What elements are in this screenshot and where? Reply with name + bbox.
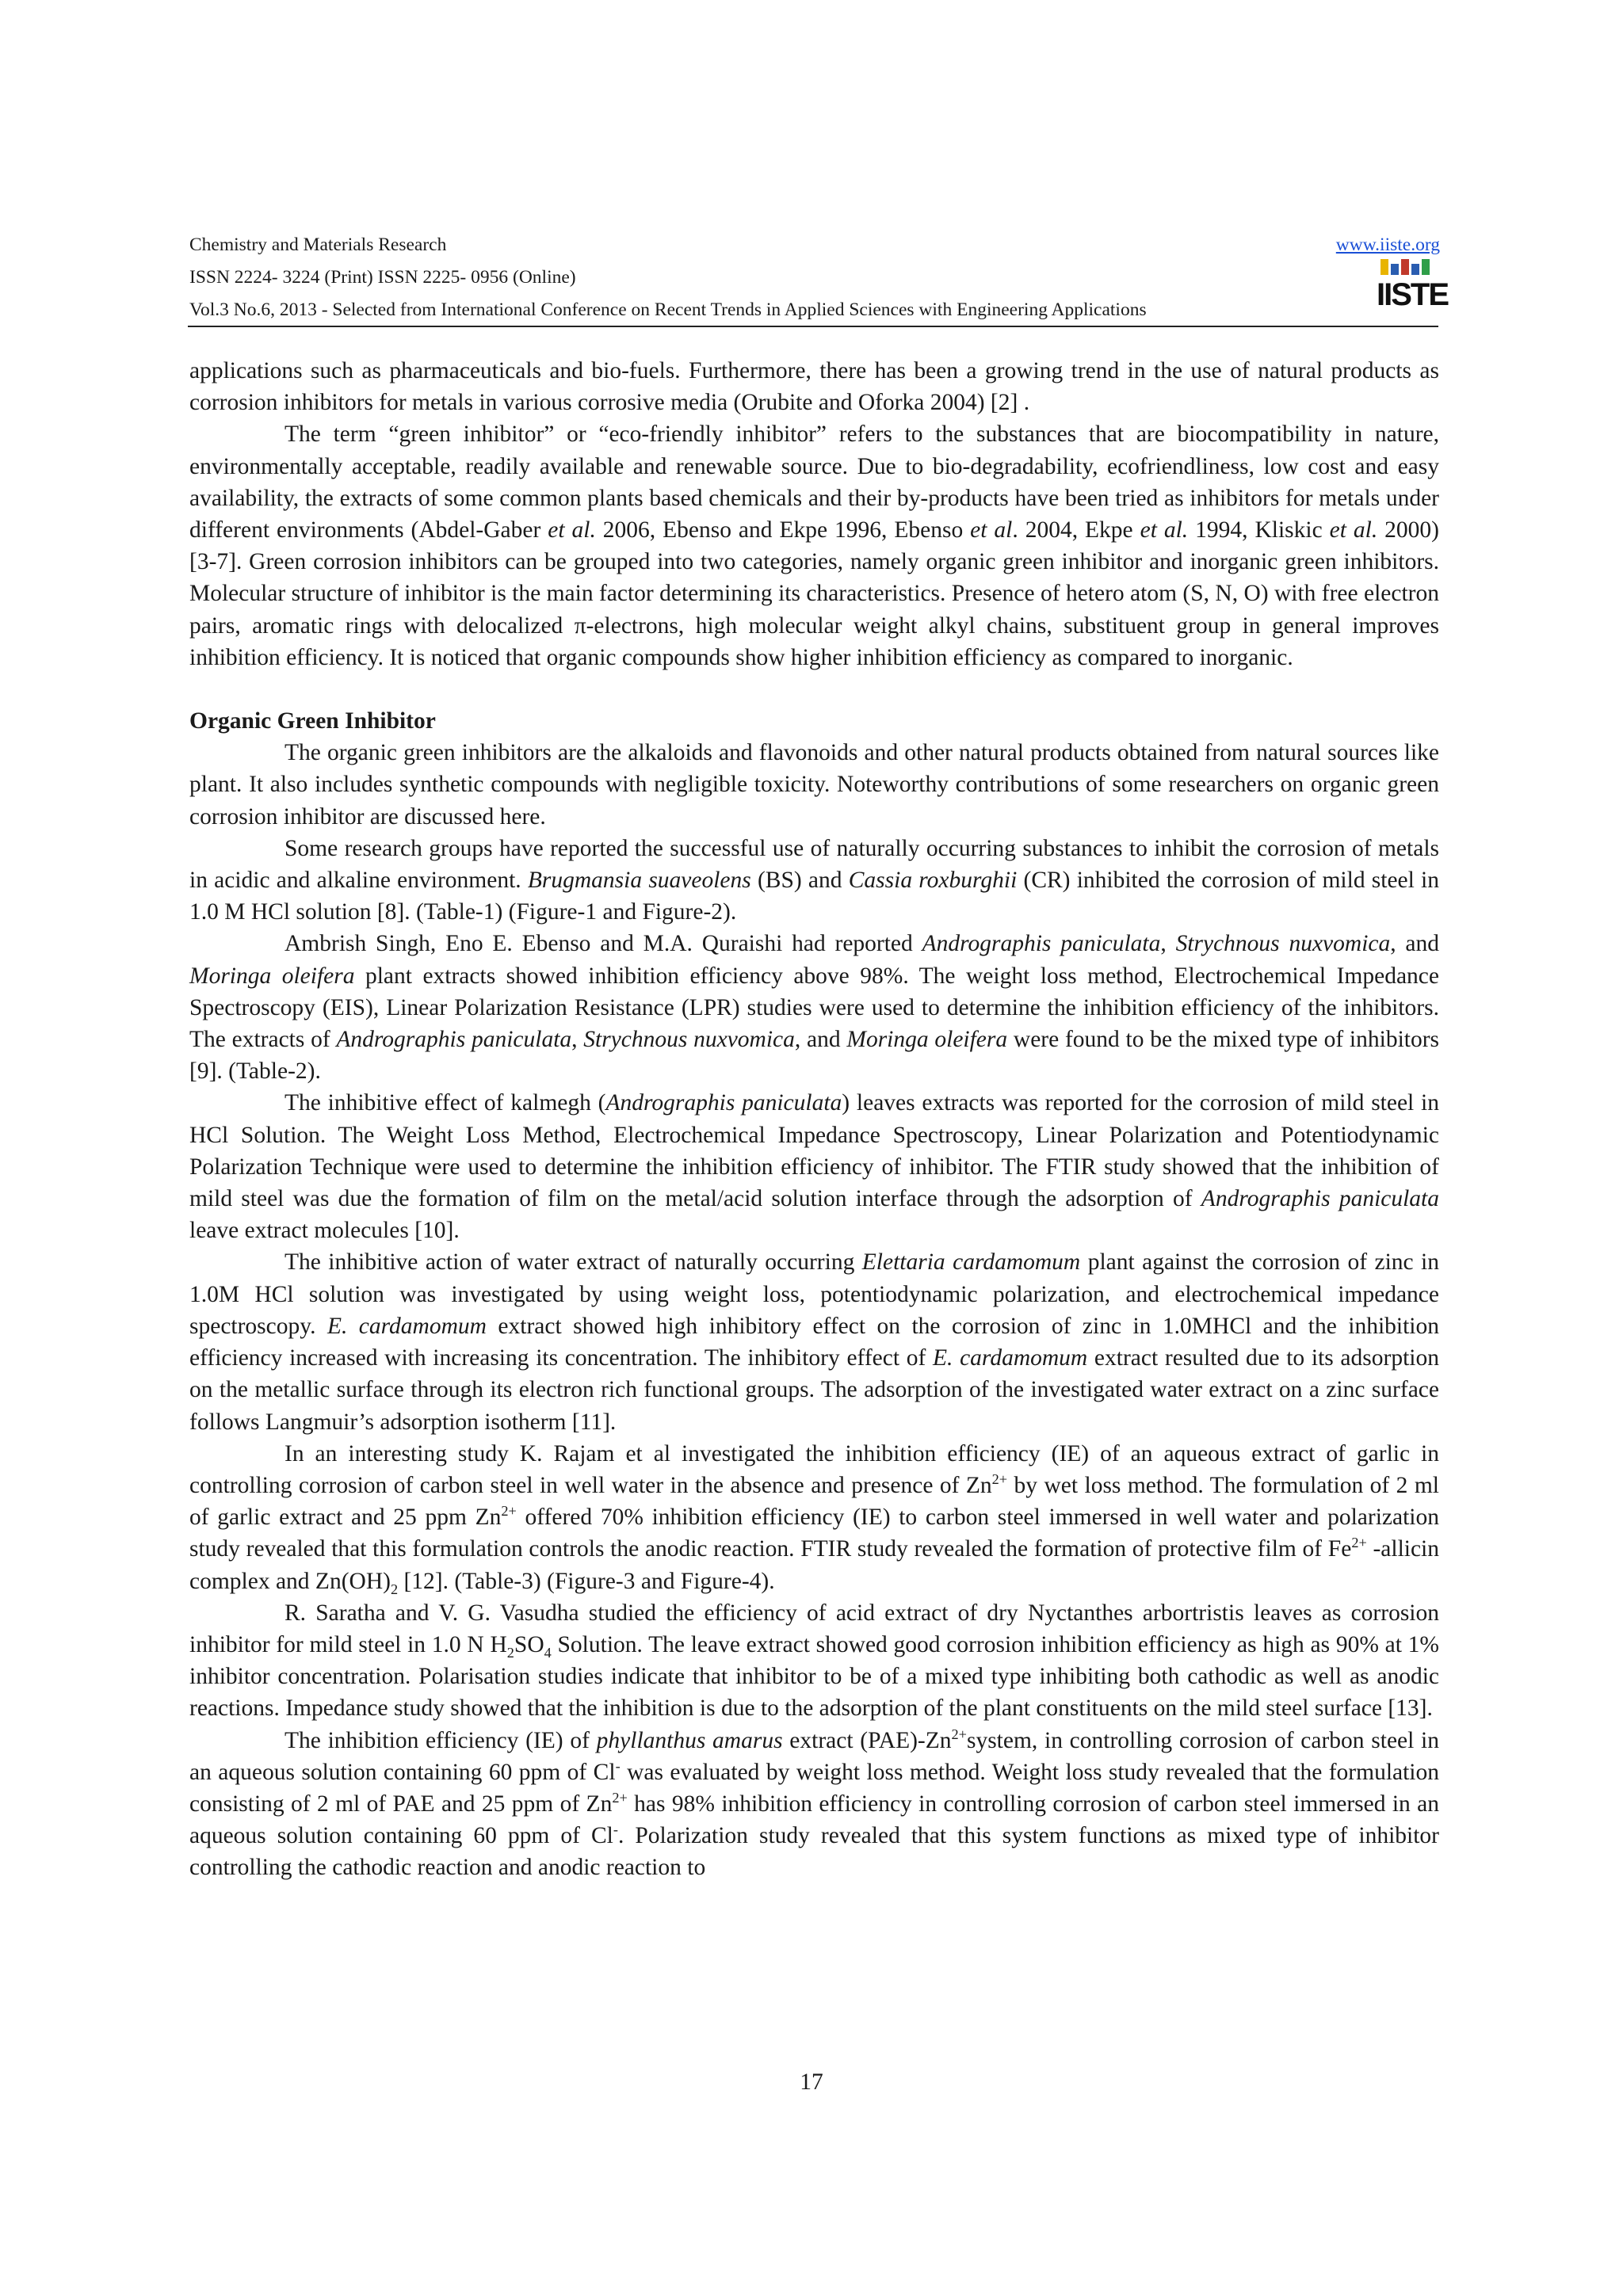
logo-bars [1377, 259, 1434, 275]
logo-bar [1401, 259, 1409, 275]
page-number: 17 [800, 2069, 823, 2095]
paragraph: The organic green inhibitors are the alkaloids and flavonoids and other natural products obtained from natural sources like plant. It also includes synthetic compounds with negligible toxicity. Noteworthy contributions of some researchers on organic green corrosion inhibitor are discussed here. [189, 740, 1439, 830]
header-rule [188, 326, 1438, 327]
journal-volume: Vol.3 No.6, 2013 - Selected from International Conference on Recent Trends in Applied Sciences with Engineering Applications [189, 299, 1147, 320]
paragraph: Some research groups have reported the successful use of naturally occurring substances to inhibit the corrosion of metals in acidic and alkaline environment. Brugmansia suaveolens (BS) and Cassia roxburghii (CR) inhibited the corrosion of mild steel in 1.0 M HCl solution [8]. (Table-1) (Figure-1 and Figure-2). [189, 835, 1440, 925]
paragraph: applications such as pharmaceuticals and bio-fuels. Furthermore, there has been a growing trend in the use of natural products as corrosion inhibitors for metals in various corrosive media (Orubite and Oforka 2004) [2] . [189, 358, 1439, 416]
iiste-logo [1377, 259, 1449, 315]
logo-bar [1422, 259, 1430, 275]
journal-website-link[interactable]: www.iiste.org [1335, 235, 1440, 255]
paragraph: In an interesting study K. Rajam et al investigated the inhibition efficiency (IE) of an aqueous extract of garlic in controlling corrosion of carbon steel in well water in the absence and presence of $Zn^{2+}$ by wet loss method. The formulation of 2 ml of garlic extract and 25 ppm $Zn^{2+}$ offered 70% inhibition efficiency (IE) to carbon steel immersed in well water and polarization study revealed that this formulation controls the anodic reaction. FTIR study revealed the formation of protective film of $Fe^{2+}$ -allicin complex and $Zn(OH)_2$ [12]. (Table-3) (Figure-3 and Figure-4). [189, 1440, 1439, 1597]
journal-issn: ISSN 2224- 3224 (Print) ISSN 2225- 0956 (Online) [189, 267, 576, 288]
paragraph: Ambrish Singh, Eno E. Ebenso and M.A. Quraishi had reported Andrographis paniculata, Strychnous nuxvomica, and Moringa oleifera plant extracts showed inhibition efficiency above 98%. The weight loss method, Electrochemical Impedance Spectroscopy (EIS), Linear Polarization Resistance (LPR) studies were used to determine the inhibition efficiency of the inhibitors. The extracts of Andrographis paniculata, Strychnous nuxvomica, and Moringa oleifera were found to be the mixed type of inhibitors [9]. (Table-2). [189, 931, 1440, 1085]
section-heading: Organic Green Inhibitor [189, 708, 436, 734]
logo-text: IISTE [1377, 277, 1449, 312]
paragraph: R. Saratha and V. G. Vasudha studied the efficiency of acid extract of dry Nyctanthes arbortristis leaves as corrosion inhibitor for mild steel in 1.0 N $H_2SO_4$ Solution. The leave extract showed good corrosion inhibition efficiency as high as 90% at 1% inhibitor concentration. Polarisation studies indicate that inhibitor to be of a mixed type inhibiting both cathodic as well as anodic reactions. Impedance study showed that the inhibition is due to the adsorption of the plant constituents on the mild steel surface [13]. [189, 1600, 1440, 1722]
paragraph: The inhibition efficiency (IE) of phyllanthus amarus extract $(PAE)-Zn^{2+}system$, in controlling corrosion of carbon steel in an aqueous solution containing 60 ppm of Cl- was evaluated by weight loss method. Weight loss study revealed that the formulation consisting of 2 ml of PAE and 25 ppm of $Zn^{2+}$ has 98% inhibition efficiency in controlling corrosion of carbon steel immersed in an aqueous solution containing 60 ppm of Cl-. Polarization study revealed that this system functions as mixed type of inhibitor controlling the cathodic reaction and anodic reaction to [189, 1726, 1439, 1881]
logo-bar [1411, 264, 1419, 275]
logo-bar [1391, 264, 1399, 275]
logo-bar [1381, 259, 1388, 275]
journal-name: Chemistry and Materials Research [189, 235, 447, 255]
paragraph: The term “green inhibitor” or “eco-friendly inhibitor” refers to the substances that are biocompatibility in nature, environmentally acceptable, readily available and renewable source. Due to bio-degradability, ecofriendliness, low cost and easy availability, the extracts of some common plants based chemicals and their by-products have been tried as inhibitors for metals under different environments (Abdel-Gaber et al. 2006, Ebenso and Ekpe 1996, Ebenso et al. 2004, Ekpe et al. 1994, Kliskic et al. 2000) [3-7]. Green corrosion inhibitors can be grouped into two categories, namely organic green inhibitor and inorganic green inhibitors. Molecular structure of inhibitor is the main factor determining its characteristics. Presence of hetero atom (S, N, O) with free electron pairs, aromatic rings with delocalized π-electrons, high molecular weight alkyl chains, substituent group in general improves inhibition efficiency. It is noticed that organic compounds show higher inhibition efficiency as compared to inorganic. [189, 421, 1439, 670]
paragraph: The inhibitive effect of kalmegh (Andrographis paniculata) leaves extracts was reported for the corrosion of mild steel in HCl Solution. The Weight Loss Method, Electrochemical Impedance Spectroscopy, Linear Polarization and Potentiodynamic Polarization Technique were used to determine the inhibition efficiency of inhibitor. The FTIR study showed that the inhibition of mild steel was due the formation of film on the metal/acid solution interface through the adsorption of Andrographis paniculata leave extract molecules [10]. [189, 1090, 1439, 1244]
paragraph: The inhibitive action of water extract of naturally occurring Elettaria cardamomum plant against the corrosion of zinc in 1.0M HCl solution was investigated by using weight loss, potentiodynamic polarization, and electrochemical impedance spectroscopy. E. cardamomum extract showed high inhibitory effect on the corrosion of zinc in 1.0MHCl and the inhibition efficiency increased with increasing its concentration. The inhibitory effect of E. cardamomum extract resulted due to its adsorption on the metallic surface through its electron rich functional groups. The adsorption of the investigated water extract on a zinc surface follows Langmuir’s adsorption isotherm [11]. [189, 1249, 1439, 1435]
article-body [189, 355, 1439, 1884]
